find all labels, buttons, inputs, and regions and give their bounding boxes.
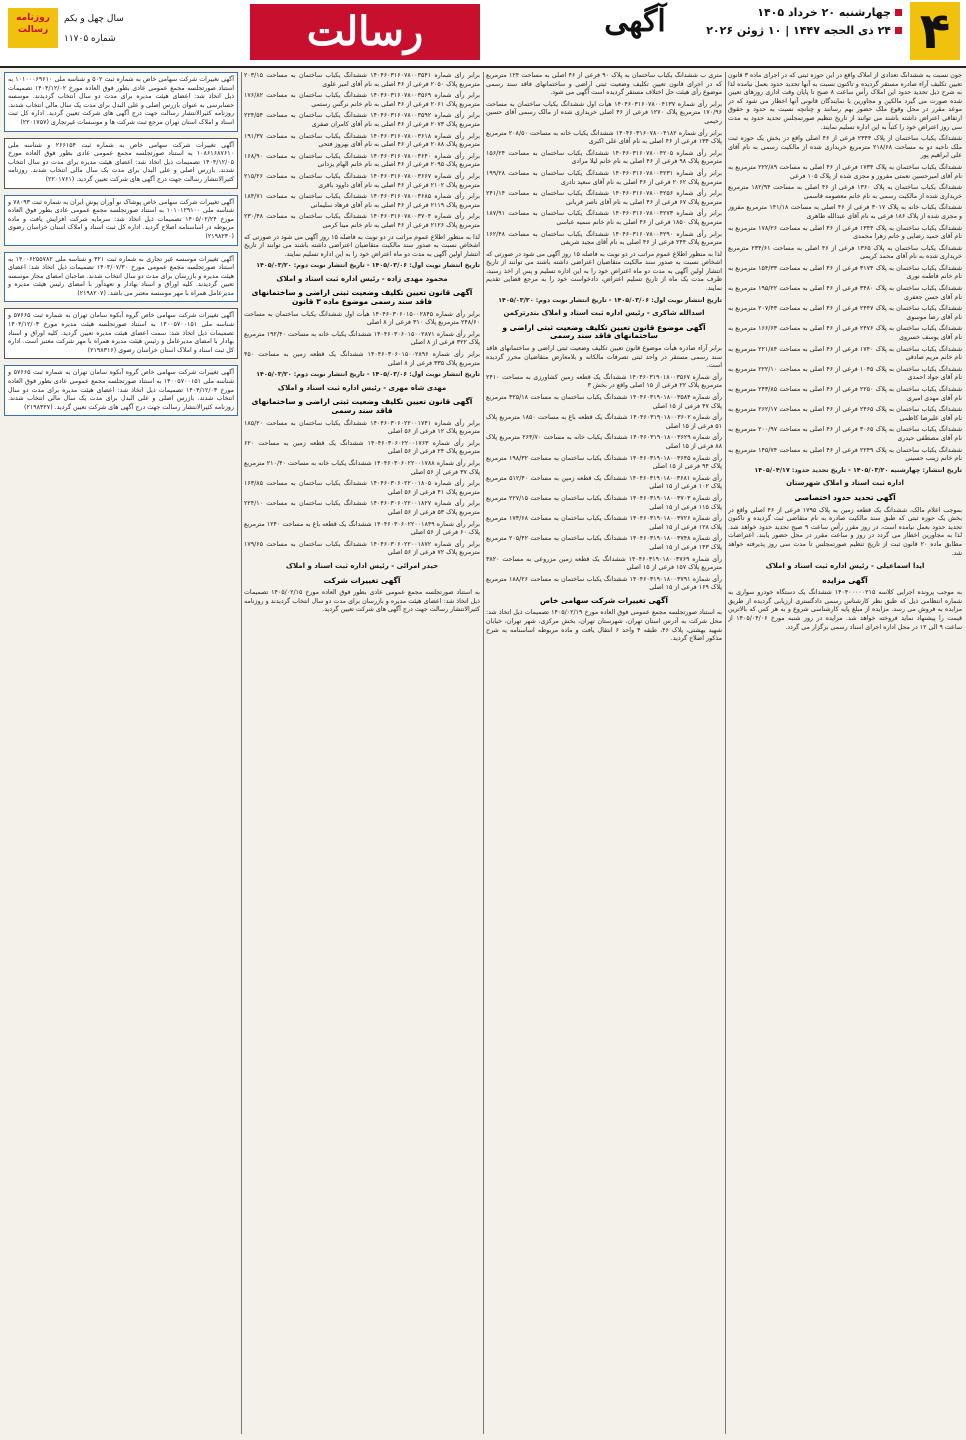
- ad-title: آگهی تغییرات شرکت سهامی خاص: [540, 595, 668, 605]
- date-line-other: ۲۴ ذی الحجه ۱۴۴۷ | ۱۰ ژوئن ۲۰۲۶: [706, 24, 902, 37]
- ad-title: آگهی موضوع قانون تعیین تکلیف وضعیت ثبتی اراضی و ساختمانهای فاقد سند رسمی: [502, 322, 706, 341]
- ad-item: برابر رأی شماره ۱۴۰۴۶۰۳۰۶۰۲۲۰۰۱۸۰۵ ششدانگ یکباب ساختمان به مساحت ۱۶۳/۸۵ مترمربع پلاک ۴۱ فرعی از ۵۶ اصلی: [244, 480, 480, 496]
- ad-item: برابر رأی شماره ۱۴۰۴۶۰۳۰۶۰۲۲۰۰۱۷۸۸ ششدانگ یکباب خانه به مساحت ۲۱۰/۴۰ مترمربع پلاک ۳۷ فرعی از ۵۶ اصلی: [244, 459, 480, 476]
- page-header: [0, 0, 966, 68]
- ad-body: به موجب پرونده اجرایی کلاسه ۱۴۰۴۰۰۰۰۰۲۱۵ ششدانگ یک دستگاه خودرو سواری به شماره انتظامی ذیل که طبق نظر کارشناس رسمی دادگستری ارزیابی گردیده از طریق مزایده به فروش می رسد. مزایده از مبلغ پایه کارشناسی شروع و به هر کس که بالاترین قیمت را پیشنهاد نماید فروخته خواهد شد. مزایده در روز شنبه مورخ ۱۴۰۵/۰۴/۰۶ از ساعت ۹ الی ۱۲ در محل اداره اجرای اسناد رسمی برگزار می گردد.: [728, 589, 962, 631]
- ad-item: ششدانگ یکباب ساختمان به پلاک ۲۴۶۵ فرعی از ۴۶ اصلی به مساحت ۲۶۲/۱۷ مترمربع به نام آقای علیرضا کاظمی: [728, 406, 962, 422]
- ad-title: آگهی تحدید حدود اختصاصی: [794, 492, 896, 502]
- ad-body: بموجب اعلام مالک، ششدانگ یک قطعه زمین به پلاک ۱۷۹۵ فرعی از ۴۶ اصلی واقع در بخش یک حوزه ثبتی که طبق سند مالکیت صادره به نام متقاضی ثبت گردیده و تاکنون تحدید حدود بعمل نیامده است، در روز مقرر رأس ساعت ۹ صبح تحدید حدود خواهد شد. لذا به مجاورین اخطار می گردد در روز و ساعت مقرر در محل حضور یابند. اعتراضات مطابق ماده ۲۰ قانون ثبت از تاریخ تنظیم صورتمجلس تا مدت سی روز پذیرفته خواهد شد.: [728, 506, 962, 557]
- column-2: [486, 72, 722, 1434]
- ad-item: برابر رأی شماره ۱۴۰۴۶۰۳۱۶۰۷۸۰۰۴۲۹۰ ششدانگ یکباب ساختمان به مساحت ۱۶۲/۴۸ مترمربع پلاک ۲۴۴ فرعی از ۴۶ اصلی به نام آقای مجید شریفی: [486, 230, 722, 247]
- company-notice-box: آگهی تغییرات شرکت سهامی خاص به شماره ثبت ۵۰۲ و شناسه ملی ۱۰۱۰۰۰۶۹۶۱۰ به استناد صورتجلسه مجمع عمومی عادی بطور فوق العاده مورخ ۱۴۰۴/۱۲/۰۲ تصمیمات ذیل اتخاذ شد: اعضای هیئت مدیره برای مدت دو سال انتخاب گردیدند. موسسه حسابرسی به عنوان بازرس اصلی و علی البدل برای مدت یک سال مالی انتخاب شدند. روزنامه کثیرالانتشار رسالت جهت درج آگهی های شرکت تعیین گردید. اداره کل ثبت اسناد و املاک استان تهران مرجع ثبت شرکت ها و موسسات غیرتجاری (۲۲۰۱۷۵۷): [4, 72, 238, 132]
- ad-item: برابر رأی شماره ۱۴۰۴۶۰۳۱۶۰۷۸۰۰۳۶۱۸ ششدانگ یکباب ساختمان به مساحت ۱۹۱/۳۷ مترمربع پلاک ۲۰۸۸ فرعی از ۴۶ اصلی به نام آقای بهروز فتحی: [244, 132, 480, 149]
- ad-item: برابر رأی شماره ۱۴۰۴۶۰۳۱۶۰۷۸۰۰۳۶۸۵ ششدانگ یکباب ساختمان به مساحت ۱۸۴/۷۱ مترمربع پلاک ۲۱۱۹ فرعی از ۴۶ اصلی به نام آقای فرهاد سلیمانی: [244, 193, 480, 209]
- page-number: ۴: [910, 2, 960, 60]
- ad-item: رأی شماره ۱۴۰۴۶۰۳۱۹۰۱۸۰۰۳۷۴۸ ششدانگ یکباب ساختمان به مساحت ۲۰۵/۴۲ مترمربع پلاک ۱۴۳ فرعی از ۱۵ اصلی: [486, 535, 722, 551]
- ad-item: ششدانگ یکباب ساختمان به پلاک ۳۰۶۵ فرعی از ۴۶ اصلی به مساحت ۲۰۰/۹۷ مترمربع به نام آقای مصطفی حیدری: [728, 426, 962, 442]
- ad-title: آگهی مزایده: [822, 575, 868, 585]
- ad-item: ششدانگ یکباب ساختمان به پلاک ۳۴۸۰ فرعی از ۴۶ اصلی به مساحت ۱۹۵/۲۲ مترمربع به نام آقای حسن جعفری: [728, 285, 962, 301]
- ad-item: برابر رأی شماره ۱۴۰۴۶۰۳۰۶۰۲۲۰۰۱۸۲۷ ششدانگ یکباب ساختمان به مساحت ۲۲۴/۱۰ مترمربع پلاک ۵۳ فرعی از ۵۶ اصلی: [244, 500, 480, 516]
- ad-item: برابر رأی شماره ۱۴۰۴۶۰۳۱۶۰۷۸۰۰۳۶۴۰ ششدانگ یکباب ساختمان به مساحت ۱۶۸/۹۰ مترمربع پلاک ۲۰۹۵ فرعی از ۴۶ اصلی به نام خانم الهام یزدانی: [244, 152, 480, 169]
- column-divider: [483, 72, 484, 1434]
- ad-items-list: [244, 420, 480, 558]
- ad-items-list: [486, 345, 722, 593]
- ad-item: رأی شماره ۱۴۰۴۶۰۳۱۹۰۱۸۰۰۳۷۹۱ ششدانگ یکباب ساختمان به مساحت ۱۸۸/۲۶ مترمربع پلاک ۱۶۹ فرعی از ۱۵ اصلی: [486, 575, 722, 592]
- column-4: [4, 72, 238, 1434]
- ad-item: رأی شماره ۱۴۰۴۶۰۳۱۹۰۱۸۰۰۳۶۸۱ ششدانگ یک قطعه زمین به مساحت ۵۱۲/۴۰ مترمربع پلاک ۱۰۲ فرعی از ۱۵ اصلی: [486, 474, 722, 491]
- ad-item: ششدانگ یکباب ساختمان به پلاک ۱۳۶۵ فرعی از ۴۶ اصلی به مساحت ۲۳۴/۶۱ مترمربع خریداری شده به نام آقای محمد کریمی: [728, 244, 962, 261]
- column-3: [244, 72, 480, 1434]
- ad-intro: جون نسبت به ششدانگ تعدادی از املاک واقع در این حوزه ثبتی که در اجرای ماده ۳ قانون تعیین تکلیف آراء صادره مستقر گردیده و تاکنون نسبت به آنها تحدید حدود بعمل نیامده لذا به شرح ذیل تحدید حدود این املاک رأس ساعت ۸ صبح تا پایان وقت اداری روزهای تعیین شده صورت می گیرد مالکین و مجاورین یا نمایندگان قانونی آنها اخطار می شود که در موعد مقرر در محل وقوع ملک حضور بهم رسانند و چنانچه نسبت به حدود و حقوق ارتفاقی اعتراض داشته باشند می توانند از تاریخ تنظیم صورتمجلس تحدید حدود به مدت سی روز اعتراض خود را کتباً به این اداره تسلیم نمایند.: [728, 72, 962, 131]
- ad-items-list: [486, 101, 722, 248]
- newspaper-masthead: رسالت: [250, 4, 480, 60]
- ad-item: برابر رأی شماره ۱۴۰۴۶۰۳۰۶۰۲۲۰۰۱۸۴۹ ششدانگ یک قطعه باغ به مساحت ۱۲۴۰ مترمربع پلاک ۶۰ فرعی از ۵۶ اصلی: [244, 520, 480, 537]
- ad-item: ششدانگ یکباب ساختمان به پلاک ۲۴۴۷ فرعی از ۴۶ اصلی به مساحت ۲۰۷/۴۳ مترمربع به نام آقای رضا موسوی: [728, 305, 962, 321]
- ad-item: ششدانگ یکباب ساختمان به پلاک ۲۲۴۹ فرعی از ۴۶ اصلی به مساحت ۱۴۵/۷۴ مترمربع به نام خانم زینب حسینی: [728, 446, 962, 463]
- ad-items-list: [728, 135, 962, 464]
- ad-item: ششدانگ یکباب ساختمان به پلاک ۲۲۵۰ فرعی از ۴۶ اصلی به مساحت ۲۴۳/۸۵ مترمربع به نام آقای مهدی امیری: [728, 386, 962, 402]
- ad-item: برابر رأی شماره ۱۴۰۴۶۰۳۱۶۰۷۸۰۰۳۶۶۷ ششدانگ یکباب ساختمان به مساحت ۲۱۵/۲۶ مترمربع پلاک ۲۱۰۲ فرعی از ۴۶ اصلی به نام آقای داوود باقری: [244, 172, 480, 189]
- column-1: [728, 72, 962, 1434]
- ad-signature: مهدی شاه مهری - رئیس اداره ثبت اسناد و املاک: [277, 383, 447, 392]
- ad-body: به استناد صورتجلسه مجمع عمومی فوق العاده مورخ ۱۴۰۵/۰۲/۱۹ تصمیمات ذیل اتخاذ شد: محل شرکت به آدرس استان تهران، شهرستان تهران، بخش مرکزی، شهر تهران، خیابان شهید بهشتی، پلاک ۴۶، طبقه ۴ واحد ۶ انتقال یافت و ماده مربوطه اساسنامه به شرح مذکور اصلاح گردید.: [486, 609, 722, 643]
- ad-item: ششدانگ یکباب ساختمان به پلاک ۱۳۴۴ فرعی از ۴۶ اصلی به مساحت ۱۷۸/۲۶ مترمربع به نام آقای حمید رضایی و خانم زهرا محمدی: [728, 224, 962, 241]
- ad-item: رأی شماره ۱۴۰۴۶۰۳۱۹۰۱۸۰۰۳۵۶۷ ششدانگ یک قطعه زمین کشاورزی به مساحت ۲۴۱۰ مترمربع پلاک ۲۲ فرعی از ۱۵ اصلی واقع در بخش ۳: [486, 373, 722, 390]
- ad-title: آگهی قانون تعیین تکلیف وضعیت ثبتی اراضی و ساختمانهای فاقد سند رسمی موضوع ماده ۳ قانون: [251, 288, 473, 307]
- ad-item: ششدانگ یکباب خانه به پلاک ۳۰۱۷ فرعی از ۴۶ اصلی به مساحت ۱۴۱/۱۸ مترمربع مفروز و مجزی شده از پلاک ۱۸۶ فرعی به نام آقای عبدالله طاهری: [728, 204, 962, 220]
- ad-item: برابر رأی شماره ۱۴۰۴۶۰۳۰۶۰۱۵۰۰۲۸۹۶ ششدانگ یک قطعه زمین به مساحت ۴۵۰ مترمربع پلاک ۳۳۵ فرعی از ۸ اصلی: [244, 351, 480, 367]
- ad-item: برابر رأی شماره ۱۴۰۴۶۰۳۱۶۰۷۸۰۰۳۵۴۱ ششدانگ یکباب ساختمان به مساحت ۲۰۳/۱۵ مترمربع پلاک ۲۰۵۰ فرعی از ۴۶ اصلی به نام آقای امیر علوی: [244, 72, 480, 88]
- ad-item: ششدانگ یکباب ساختمان به پلاک ۱۰۴۵ فرعی از ۴۶ اصلی به مساحت ۲۲۲/۱۰ مترمربع به نام آقای جواد احمدی: [728, 365, 962, 382]
- ad-item: رأی شماره ۱۴۰۴۶۰۳۱۹۰۱۸۰۰۳۷۶۹ ششدانگ یک قطعه زمین مزروعی به مساحت ۳۸۲۰ مترمربع پلاک ۱۵۷ فرعی از ۱۵ اصلی: [486, 555, 722, 572]
- ad-signature: حیدر امرائی - رئیس اداره ثبت اسناد و املاک: [285, 561, 439, 570]
- ad-item: ششدانگ یکباب ساختمان به پلاک ۱۷۳۴ فرعی از ۴۶ اصلی به مساحت ۲۲۲/۸۹ مترمربع به نام آقای امیرحسین نعمتی مفروز و مجزی شده از پلاک ۱۰۵ فرعی: [728, 163, 962, 180]
- ad-item: ششدانگ یکباب ساختمان به پلاک ۳۱۷۴ فرعی از ۴۶ اصلی به مساحت ۱۵۴/۳۳ مترمربع به نام خانم فاطمه نوری: [728, 264, 962, 281]
- ad-intro: متری ب ششدانگ یکباب ساختمان به پلاک ۹۰ فرعی از ۴۶ اصلی به مساحت ۱۲۴ مترمربع که در اجرای قانون تعیین تکلیف وضعیت ثبتی اراضی و ساختمانهای فاقد سند رسمی موضوع رأی هیئت حل اختلاف مستقر گردیده است آگهی می شود.: [486, 72, 722, 97]
- ad-signature: اداره ثبت اسناد و املاک شهرستان: [786, 479, 904, 488]
- ad-item: رأی شماره ۱۴۰۴۶۰۳۱۹۰۱۸۰۰۳۵۸۴ ششدانگ یکباب ساختمان به مساحت ۳۲۵/۱۸ مترمربع پلاک ۴۷ فرعی از ۱۵ اصلی: [486, 394, 722, 410]
- ad-item: برابر رأی شماره ۱۴۰۴۶۰۳۱۶۰۷۸۰۰۴۲۳۱ ششدانگ یکباب ساختمان به مساحت ۱۹۹/۲۸ مترمربع پلاک ۲۰۶۲ فرعی از ۴۶ اصلی به نام آقای سعید نادری: [486, 169, 722, 186]
- ad-title: آگهی تغییرات شرکت: [323, 575, 401, 585]
- ad-item: رأی شماره ۱۴۰۴۶۰۳۱۹۰۱۸۰۰۳۷۲۶ ششدانگ یکباب ساختمان به مساحت ۱۷۳/۶۸ مترمربع پلاک ۱۲۸ فرعی از ۱۵ اصلی: [486, 515, 722, 531]
- company-notice-box: آگهی تغییرات شرکت سهامی خاص گروه آبکوه سامان تهران به شماره ثبت ۵۷۶۶۵ و شناسه ملی ۱۴۰۰۵۷۰۰۱۵۱ به استناد صورتجلسه هیئت مدیره مورخ ۱۴۰۴/۱۲/۰۳ تصمیمات ذیل اتخاذ شد: سمت اعضای هیئت مدیره تعیین گردید. کلیه اوراق و اسناد بهادار با امضای مدیرعامل و رئیس هیئت مدیره همراه با مهر شرکت معتبر است. اداره کل ثبت اسناد و املاک استان خراسان رضوی (۲۱۹۸۳۱۶): [4, 308, 238, 359]
- ad-item: برابر رأی شماره ۱۴۰۴۶۰۳۰۶۰۱۵۰۰۲۸۷۱ ششدانگ یکباب خانه به مساحت ۱۹۲/۴۰ مترمربع پلاک ۳۲۲ فرعی از ۸ اصلی: [244, 330, 480, 347]
- ad-item: برابر رأی شماره ۱۴۰۴۶۰۳۰۶۰۲۲۰۰۱۸۷۲ ششدانگ یکباب ساختمان به مساحت ۱۷۹/۶۵ مترمربع پلاک ۷۲ فرعی از ۵۶ اصلی: [244, 540, 480, 557]
- ad-dates: تاریخ انتشار نوبت اول: ۱۴۰۵/۰۳/۰۶ - تاریخ انتشار نوبت دوم: ۱۴۰۵/۰۳/۲۰: [498, 296, 722, 304]
- column-divider: [725, 72, 726, 1434]
- company-notices: [4, 72, 238, 416]
- ad-item: برابر رأی شماره ۱۴۰۴۶۰۳۰۶۰۲۲۰۰۱۷۴۱ ششدانگ یکباب ساختمان به مساحت ۱۸۵/۲۰ مترمربع پلاک ۱۲ فرعی از ۵۶ اصلی: [244, 419, 480, 436]
- ad-items-list: [244, 72, 480, 231]
- ad-item: برابر رأی شماره ۱۴۰۴۶۰۳۱۶۰۷۸۰۰۳۵۶۹ ششدانگ یکباب ساختمان به مساحت ۱۷۶/۸۲ مترمربع پلاک ۲۰۶۱ فرعی از ۴۶ اصلی به نام خانم نرگس رستمی: [244, 92, 480, 108]
- ad-item: برابر رأی شماره ۱۴۰۴۶۰۳۰۶۰۱۵۰۰۲۸۴۵ هیأت اول ششدانگ یکباب ساختمان به مساحت ۲۴۸/۶۰ مترمربع پلاک ۳۱۰ فرعی از ۸ اصلی: [244, 310, 480, 327]
- ad-item: برابر رأی شماره ۱۴۰۴۶۰۳۱۶۰۷۸۰۰۴۲۰۵ ششدانگ یکباب ساختمان به مساحت ۱۵۶/۲۴ مترمربع پلاک ۹۸ فرعی از ۴۶ اصلی به نام خانم لیلا مرادی: [486, 149, 722, 166]
- ad-body: به استناد صورتجلسه مجمع عمومی عادی بطور فوق العاده مورخ ۱۴۰۵/۰۲/۱۵ تصمیمات ذیل اتخاذ شد: اعضای هیئت مدیره و بازرسان برای مدت دو سال انتخاب گردیدند و روزنامه کثیرالانتشار رسالت جهت درج آگهی های شرکت تعیین گردید.: [244, 589, 480, 614]
- ad-item: رأی شماره ۱۴۰۴۶۰۳۱۹۰۱۸۰۰۳۶۰۲ ششدانگ یک قطعه باغ به مساحت ۱۸۵۰ مترمربع پلاک ۵۱ فرعی از ۱۵ اصلی: [486, 414, 722, 430]
- ad-item: رأی شماره ۱۴۰۴۶۰۳۱۹۰۱۸۰۰۳۶۴۵ ششدانگ یکباب ساختمان به مساحت ۱۹۸/۳۲ مترمربع پلاک ۹۴ فرعی از ۱۵ اصلی: [486, 454, 722, 471]
- company-notice-box: آگهی تغییرات شرکت سهامی خاص به شماره ثبت ۲۶۶۱۵۴ و شناسه ملی ۱۰۸۶۱۶۸۷۶۱۰ به استناد صورتجلسه مجمع عمومی عادی بطور فوق العاده مورخ ۱۴۰۴/۱۲/۰۵ تصمیمات ذیل اتخاذ شد: اعضای هیئت مدیره برای مدت دو سال انتخاب شدند. بازرس اصلی و علی البدل برای مدت یک سال مالی انتخاب شدند. روزنامه کثیرالانتشار رسالت جهت درج آگهی های شرکت تعیین گردید. (۲۲۰۱۷۶۱): [4, 138, 238, 189]
- ad-item: برابر رأی شماره ۱۴۰۴۶۰۳۱۶۰۷۸۰۰۴۱۸۲ ششدانگ یکباب خانه به مساحت ۲۰۸/۵۰ مترمربع پلاک ۱۳۴ فرعی از ۴۶ اصلی به نام آقای علی اکبری: [486, 129, 722, 146]
- bullet-square-icon: [895, 27, 902, 34]
- ad-item: برابر آراء صادره هیأت موضوع قانون تعیین تکلیف وضعیت ثبتی اراضی و ساختمانهای فاقد سند رسمی مستقر در واحد ثبتی تصرفات مالکانه و بلامعارض متقاضیان محرز گردیده است.: [486, 345, 722, 370]
- mini-logo: روزنامه رسالت: [8, 8, 58, 48]
- bullet-square-icon: [895, 9, 902, 16]
- ad-title: آگهی قانون تعیین تکلیف وضعیت ثبتی اراضی و ساختمانهای فاقد سند رسمی: [251, 397, 473, 415]
- ad-signature: محمود مهدی زاده - رئیس اداره ثبت اسناد و املاک: [276, 274, 448, 283]
- ad-item: ششدانگ یکباب ساختمان به پلاک ۱۳۶۰ فرعی از ۴۶ اصلی به مساحت ۱۸۲/۹۴ مترمربع خریداری شده از مالکیت رسمی به نام خانم معصومه قاسمی: [728, 184, 962, 200]
- ad-note: لذا به منظور اطلاع عموم مراتب در دو نوبت به فاصله ۱۵ روز آگهی می شود در صورتی که اشخاص نسبت به صدور سند مالکیت متقاضیان اعتراضی داشته باشند می توانند از تاریخ انتشار اولین آگهی به مدت دو ماه اعتراض خود را به این اداره تسلیم و پس از اخذ رسید، ظرف مدت یک ماه از تاریخ تسلیم اعتراض، دادخواست خود را به مرجع قضایی تقدیم نمایند.: [486, 250, 722, 293]
- ad-item: برابر رأی شماره ۱۴۰۴۶۰۳۱۶۰۷۸۰۰۴۲۷۳ ششدانگ یکباب ساختمان به مساحت ۱۸۷/۹۱ مترمربع پلاک ۱۸۵۰ فرعی از ۴۶ اصلی به نام خانم سمیه عباسی: [486, 210, 722, 226]
- ad-item: ششدانگ یکباب ساختمان به پلاک ۱۷۴۰ فرعی از ۴۶ اصلی به مساحت ۲۲۱/۸۴ مترمربع به نام خانم مریم صادقی: [728, 345, 962, 362]
- section-title: آگهی: [604, 4, 666, 39]
- ad-dates: تاریخ انتشار نوبت اول: ۱۴۰۵/۰۳/۰۶ - تاریخ انتشار نوبت دوم: ۱۴۰۵/۰۳/۲۰: [256, 262, 480, 270]
- ad-items-list: [244, 311, 480, 369]
- ad-item: برابر رأی شماره ۱۴۰۴۶۰۳۱۶۰۷۸۰۰۳۵۹۲ ششدانگ یکباب ساختمان به مساحت ۲۲۴/۵۴ مترمربع پلاک ۲۰۷۳ فرعی از ۴۶ اصلی به نام آقای کامران صفری: [244, 112, 480, 128]
- ad-item: برابر رأی شماره ۱۴۰۴۶۰۳۰۶۰۲۲۰۰۱۷۶۳ ششدانگ یک قطعه زمین به مساحت ۶۲۰ مترمربع پلاک ۲۴ فرعی از ۵۶ اصلی: [244, 439, 480, 456]
- ad-signature: ایدا اسماعیلی - رئیس اداره ثبت اسناد و املاک: [765, 562, 925, 571]
- column-divider: [241, 72, 242, 1434]
- ad-item: برابر رأی شماره ۱۴۰۴۶۰۳۱۶۰۷۸۰۰۴۲۵۶ ششدانگ یکباب ساختمان به مساحت ۲۴۱/۱۴ مترمربع پلاک ۶۷ فرعی از ۴۶ اصلی به نام آقای ناصر قربانی: [486, 190, 722, 206]
- company-notice-box: آگهی تغییرات شرکت سهامی خاص گروه آبکوه سامان تهران به شماره ثبت ۵۷۶۶۵ و شناسه ملی ۱۴۰۰۵۷۰۰۱۵۱ به استناد صورتجلسه مجمع عمومی عادی بطور فوق العاده مورخ ۱۴۰۴/۱۲/۰۳ تصمیمات ذیل اتخاذ شد: اعضای هیئت مدیره برای مدت دو سال انتخاب شدند. بازرس اصلی و علی البدل برای مدت یک سال مالی انتخاب شدند. روزنامه کثیرالانتشار رسالت جهت درج آگهی های شرکت تعیین گردید. (۲۱۹۸۳۲۷): [4, 365, 238, 416]
- ad-item: رأی شماره ۱۴۰۴۶۰۳۱۹۰۱۸۰۰۳۶۲۹ ششدانگ یکباب خانه به مساحت ۲۶۴/۷۰ مترمربع پلاک ۸۸ فرعی از ۱۵ اصلی: [486, 434, 722, 450]
- issue-info: شماره ۱۱۷۰۵: [64, 34, 116, 44]
- ad-item: برابر رأی شماره ۱۴۰۴۶۰۳۱۶۰۷۸۰۰۳۷۰۴ ششدانگ یکباب ساختمان به مساحت ۲۳۰/۴۸ مترمربع پلاک ۲۱۲۶ فرعی از ۴۶ اصلی به نام خانم مینا کرمی: [244, 213, 480, 229]
- date-line-persian: چهارشنبه ۲۰ خرداد ۱۴۰۵: [757, 6, 902, 19]
- company-notice-box: آگهی تغییرات موسسه غیر تجاری به شماره ثبت ۳۲۱ و شناسه ملی ۱۴۰۰۶۲۵۵۷۸۲ به استناد صورتجلسه مجمع عمومی مورخ ۱۴۰۴/۰۷/۳۰ تصمیمات ذیل اتخاذ شد: اعضای هیئت مدیره و بازرسان برای مدت دو سال انتخاب شدند. صاحبان امضای مجاز موسسه تعیین گردیدند. کلیه اوراق و اسناد بهادار و تعهدآور با امضای رئیس هیئت مدیره و مدیرعامل همراه با مهر موسسه معتبر می باشد. (۲۱۹۸۲۰۷): [4, 252, 238, 303]
- ad-item: رأی شماره ۱۴۰۴۶۰۳۱۹۰۱۸۰۰۳۷۰۳ ششدانگ یکباب ساختمان به مساحت ۲۲۷/۱۵ مترمربع پلاک ۱۱۵ فرعی از ۱۵ اصلی: [486, 494, 722, 511]
- ad-signature: اسدالله شاکری - رئیس اداره ثبت اسناد و املاک بندرترکمن: [503, 309, 705, 318]
- ad-note: لذا به منظور اطلاع عموم مراتب در دو نوبت به فاصله ۱۵ روز آگهی می شود در صورتی که اشخاص نسبت به صدور سند مالکیت متقاضیان اعتراضی داشته باشند می توانند از تاریخ انتشار اولین آگهی به مدت دو ماه اعتراض خود را به این اداره تسلیم نمایند.: [244, 233, 480, 258]
- company-notice-box: آگهی تغییرات شرکت سهامی خاص پوشاک نو آوران پوش ایران به شماره ثبت ۷۸۰۹۳ و شناسه ملی ۱۰۱۰۱۲۹۱۰۰ به استناد صورتجلسه مجمع عمومی عادی بطور فوق العاده مورخ ۱۴۰۵/۰۲/۲۴ تصمیمات ذیل اتخاذ شد: سرمایه شرکت افزایش یافت و ماده مربوطه در اساسنامه اصلاح گردید. اداره کل ثبت اسناد و املاک استان خراسان رضوی (۲۱۹۸۲۳۰): [4, 195, 238, 246]
- ad-item: ششدانگ یکباب ساختمان از پلاک ۲۳۴۴ فرعی از ۴۶ اصلی واقع در بخش یک حوزه ثبت ملک ناحیه دو به مساحت ۲۱۸/۶۸ مترمربع خریداری شده از مالکیت رسمی به نام آقای علی ابراهیم پور: [728, 135, 962, 160]
- ad-dates: تاریخ انتشار: چهارشنبه ۱۴۰۵/۰۳/۲۰ - تاریخ تحدید حدود: ۱۴۰۵/۰۴/۱۷: [754, 466, 962, 474]
- year-info: سال چهل و یکم: [64, 14, 124, 24]
- ad-item: برابر رأی شماره ۱۴۰۴۶۰۳۱۶۰۷۸۰۰۴۱۳۷ هیأت اول ششدانگ یکباب ساختمان به مساحت ۱۷۰/۹۶ مترمربع پلاک ۱۲۷۰ فرعی از ۴۶ اصلی خریداری شده از مالک رسمی آقای حسین رحیمی: [486, 100, 722, 125]
- ad-dates: تاریخ انتشار نوبت اول: ۱۴۰۵/۰۳/۰۶ - تاریخ انتشار نوبت دوم: ۱۴۰۵/۰۳/۲۰: [256, 371, 480, 379]
- ad-item: ششدانگ یکباب ساختمان به پلاک ۲۴۷۶ فرعی از ۴۶ اصلی به مساحت ۱۶۶/۶۳ مترمربع به نام آقای یوسف خسروی: [728, 325, 962, 342]
